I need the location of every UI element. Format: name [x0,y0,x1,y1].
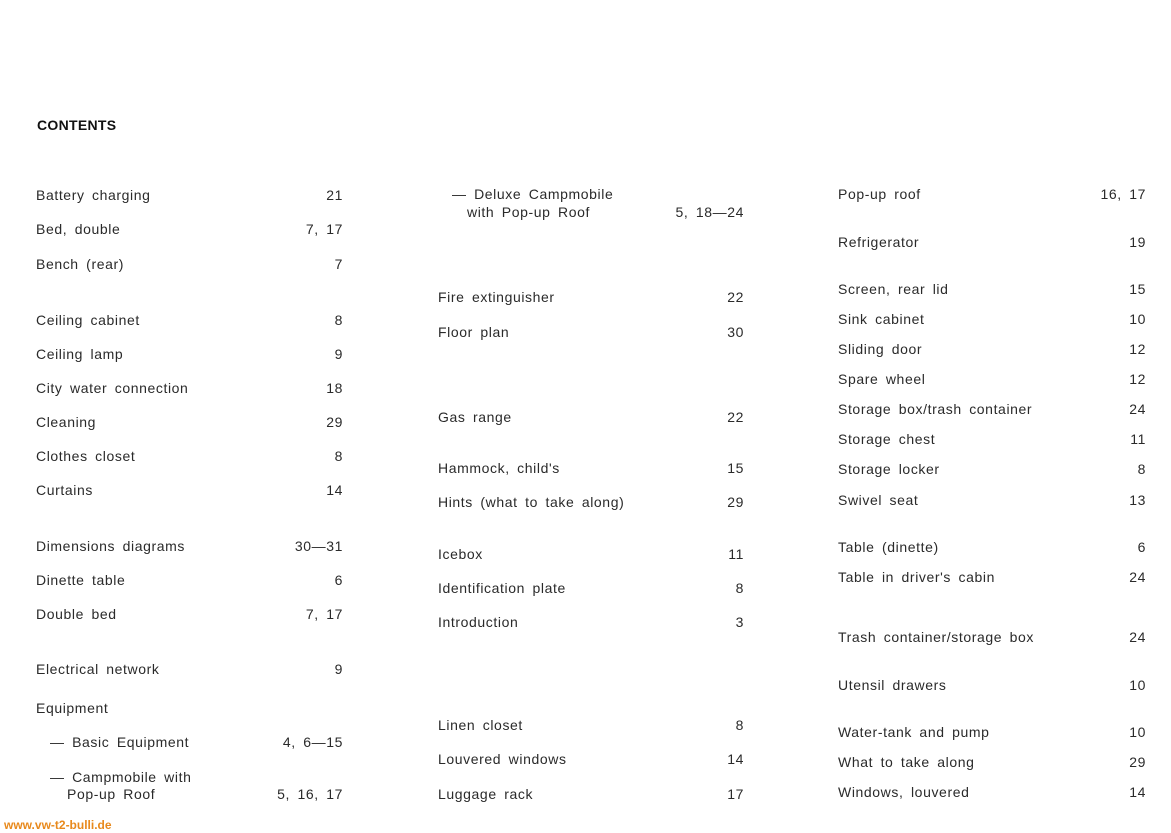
entry-page: 29 [727,494,744,510]
entry-label: — Deluxe Campmobile [452,186,614,202]
entry-page: 15 [727,460,744,476]
entry-page: 21 [326,187,343,203]
entry-page: 24 [1129,401,1146,417]
entry-page: 30—31 [294,538,343,554]
entry-page: 16, 17 [1100,186,1146,202]
entry-page: 14 [326,482,343,498]
entry-page: 12 [1129,371,1146,387]
entry-label: Double bed [36,606,117,622]
entry-page: 29 [326,414,343,430]
entry-label: Battery charging [36,187,151,203]
entry-label: Spare wheel [838,371,926,387]
entry-page: 8 [735,717,744,733]
entry-label: Curtains [36,482,93,498]
entry-page: 10 [1129,724,1146,740]
entry-label: Equipment [36,700,109,716]
entry-page: 22 [727,409,744,425]
entry-label: Sliding door [838,341,923,357]
entry-page: 5, 18—24 [675,204,744,220]
entry-label: City water connection [36,380,189,396]
website-watermark: www.vw-t2-bulli.de [4,818,112,832]
entry-page: 9 [334,346,343,362]
entry-label: Dinette table [36,572,126,588]
entry-label: Fire extinguisher [438,289,555,305]
entry-page: 24 [1129,629,1146,645]
entry-label: — Campmobile with [50,769,192,785]
entry-label: Screen, rear lid [838,281,949,297]
entry-page: 8 [735,580,744,596]
entry-page: 29 [1129,754,1146,770]
entry-page: 18 [326,380,343,396]
entry-label: Pop-up Roof [67,786,156,802]
entry-label: with Pop-up Roof [467,204,590,220]
entry-page: 6 [1137,539,1146,555]
entry-page: 13 [1129,492,1146,508]
entry-label: Clothes closet [36,448,136,464]
entry-page: 7 [334,256,343,272]
entry-page: 17 [727,786,744,802]
entry-page: 15 [1129,281,1146,297]
entry-label: Refrigerator [838,234,920,250]
entry-page: 8 [334,448,343,464]
contents-heading: CONTENTS [37,117,117,133]
entry-label: Hints (what to take along) [438,494,625,510]
entry-page: 7, 17 [305,221,343,237]
entry-label: Ceiling lamp [36,346,124,362]
entry-label: Electrical network [36,661,160,677]
entry-label: Trash container/storage box [838,629,1034,645]
entry-page: 24 [1129,569,1146,585]
entry-label: Floor plan [438,324,510,340]
entry-label: Luggage rack [438,786,534,802]
entry-label: Storage locker [838,461,940,477]
entry-label: Bench (rear) [36,256,125,272]
entry-label: Dimensions diagrams [36,538,186,554]
entry-page: 10 [1129,677,1146,693]
entry-page: 30 [727,324,744,340]
entry-page: 9 [334,661,343,677]
entry-label: What to take along [838,754,975,770]
entry-label: Pop-up roof [838,186,921,202]
entry-page: 11 [728,546,744,562]
entry-label: Louvered windows [438,751,567,767]
entry-page: 14 [727,751,744,767]
entry-page: 14 [1129,784,1146,800]
entry-label: Table in driver's cabin [838,569,995,585]
entry-label: Hammock, child's [438,460,560,476]
entry-label: Bed, double [36,221,121,237]
entry-label: Introduction [438,614,519,630]
entry-label: Linen closet [438,717,523,733]
entry-label: Identification plate [438,580,566,596]
entry-page: 3 [735,614,744,630]
entry-page: 19 [1129,234,1146,250]
entry-page: 22 [727,289,744,305]
entry-label: Windows, louvered [838,784,970,800]
entry-page: 8 [1137,461,1146,477]
entry-page: 7, 17 [305,606,343,622]
entry-label: Cleaning [36,414,97,430]
entry-page: 12 [1129,341,1146,357]
entry-page: 10 [1129,311,1146,327]
entry-label: Storage chest [838,431,936,447]
entry-label: — Basic Equipment [50,734,190,750]
entry-label: Storage box/trash container [838,401,1033,417]
entry-label: Icebox [438,546,483,562]
entry-label: Sink cabinet [838,311,925,327]
entry-page: 6 [334,572,343,588]
entry-label: Gas range [438,409,512,425]
entry-page: 8 [334,312,343,328]
entry-page: 11 [1130,431,1146,447]
entry-page: 4, 6—15 [282,734,343,750]
entry-label: Table (dinette) [838,539,939,555]
entry-label: Utensil drawers [838,677,947,693]
entry-label: Water-tank and pump [838,724,990,740]
entry-label: Ceiling cabinet [36,312,140,328]
entry-page: 5, 16, 17 [277,786,343,802]
entry-label: Swivel seat [838,492,919,508]
